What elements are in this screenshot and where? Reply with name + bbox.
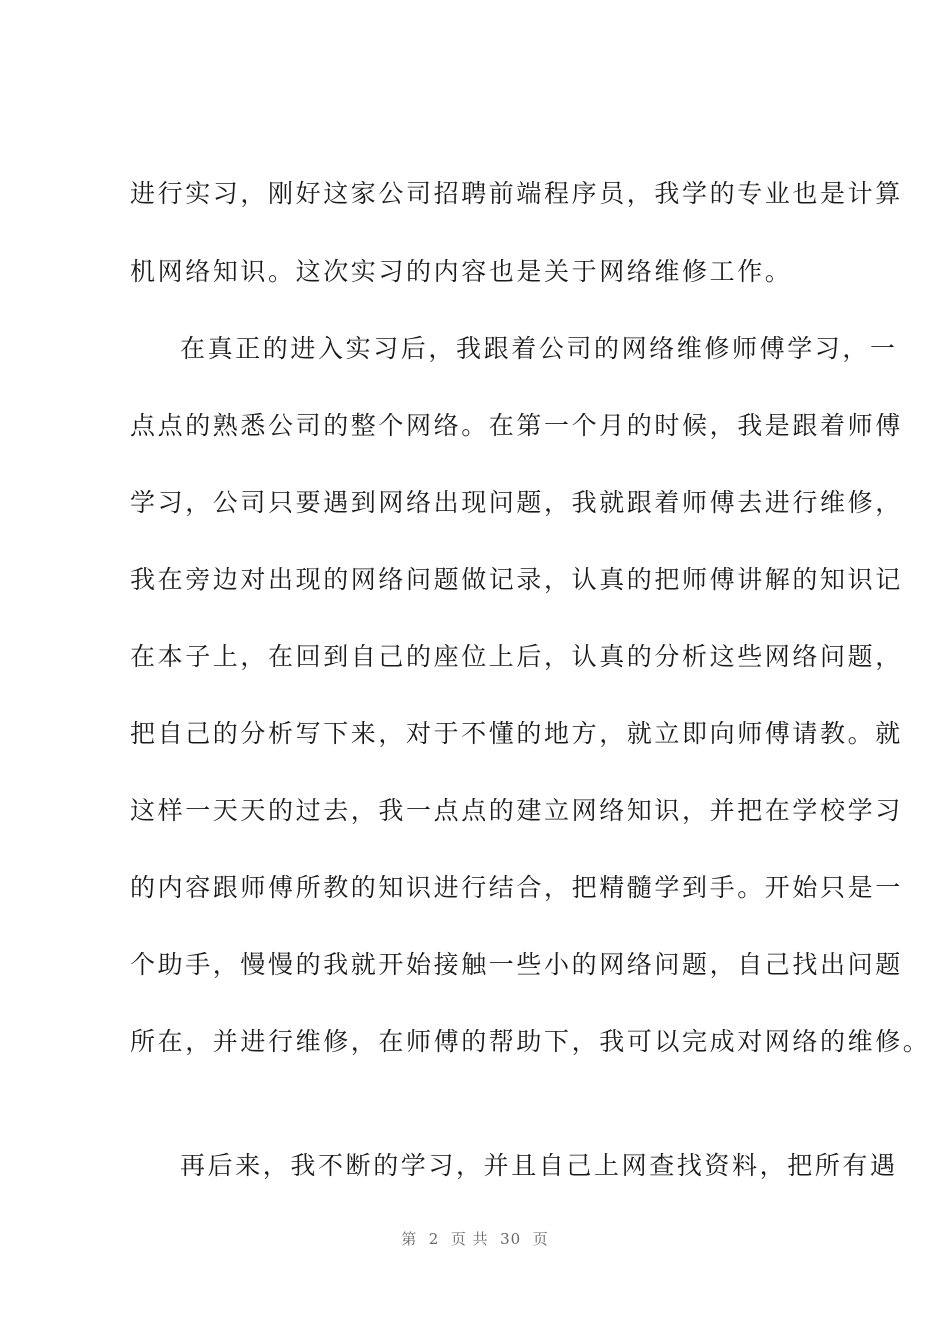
body-line: 把自己的分析写下来，对于不懂的地方，就立即向师傅请教。就 <box>130 719 903 748</box>
page-number-footer: 第 2 页 共 30 页 <box>401 1230 549 1248</box>
body-line: 所在，并进行维修，在师傅的帮助下，我可以完成对网络的维修。 <box>130 1027 931 1056</box>
paragraph-start-line: 在真正的进入实习后，我跟着公司的网络维修师傅学习，一 <box>180 334 898 363</box>
body-line: 个助手，慢慢的我就开始接触一些小的网络问题，自己找出问题 <box>130 950 903 979</box>
body-line: 点点的熟悉公司的整个网络。在第一个月的时候，我是跟着师傅 <box>130 411 903 440</box>
body-line: 在本子上，在回到自己的座位上后，认真的分析这些网络问题， <box>130 642 903 671</box>
body-line: 我在旁边对出现的网络问题做记录，认真的把师傅讲解的知识记 <box>130 565 903 594</box>
body-line: 学习，公司只要遇到网络出现问题，我就跟着师傅去进行维修， <box>130 488 903 517</box>
body-line: 机网络知识。这次实习的内容也是关于网络维修工作。 <box>130 257 793 286</box>
body-line: 这样一天天的过去，我一点点的建立网络知识，并把在学校学习 <box>130 796 903 825</box>
body-line: 进行实习，刚好这家公司招聘前端程序员，我学的专业也是计算 <box>130 179 903 208</box>
paragraph-start-line: 再后来，我不断的学习，并且自己上网查找资料，把所有遇 <box>180 1151 898 1180</box>
body-line: 的内容跟师傅所教的知识进行结合，把精髓学到手。开始只是一 <box>130 873 903 902</box>
